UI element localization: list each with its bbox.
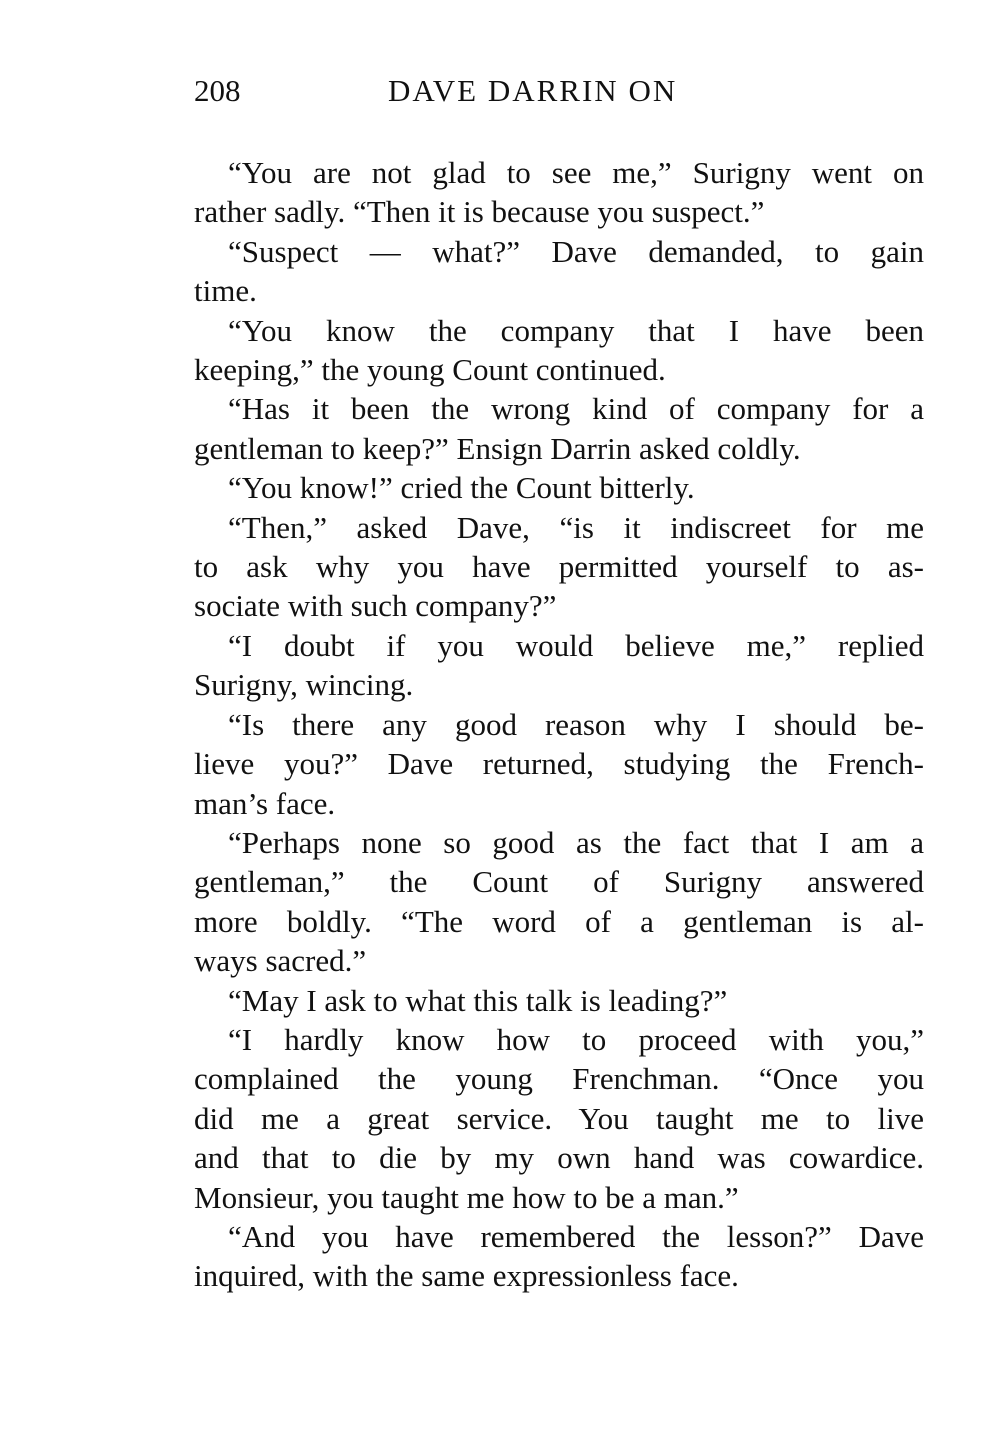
text-line: Monsieur, you taught me how to be a man.” [194,1179,739,1215]
text-line: “You know!” cried the Count bitterly. [228,470,695,506]
body-text [194,153,924,1296]
text-line: time. [194,273,257,309]
text-line: and that to die by my own hand was cowardice. [194,1140,924,1176]
text-line: complained the young Frenchman. “Once you [194,1061,924,1097]
paragraph [194,981,924,1020]
text-line: “Has it been the wrong kind of company for a [228,391,924,427]
paragraph [194,389,924,468]
text-line: ways sacred.” [194,943,367,979]
text-line: more boldly. “The word of a gentleman is al- [194,903,924,939]
text-line: “I doubt if you would believe me,” replied [228,627,924,663]
paragraph [194,153,924,232]
text-line: lieve you?” Dave returned, studying the French- [194,746,924,782]
text-line: “I hardly know how to proceed with you,” [228,1021,924,1057]
page-number: 208 [194,73,241,108]
text-line: gentleman to keep?” Ensign Darrin asked coldly. [194,430,801,466]
paragraph [194,468,924,507]
paragraph [194,508,924,626]
paragraph [194,232,924,311]
text-line: “And you have remembered the lesson?” Dave [228,1218,924,1254]
text-line: keeping,” the young Count continued. [194,352,666,388]
text-line: gentleman,” the Count of Surigny answered [194,864,924,900]
paragraph [194,1020,924,1217]
paragraph [194,705,924,823]
text-line: “Then,” asked Dave, “is it indiscreet for me [228,509,924,545]
text-line: “You know the company that I have been [228,312,924,348]
paragraph [194,311,924,390]
text-line: did me a great service. You taught me to live [194,1100,924,1136]
paragraph [194,823,924,981]
text-line: to ask why you have permitted yourself to as- [194,549,924,585]
text-line: “Suspect — what?” Dave demanded, to gain [228,233,924,269]
text-line: “Perhaps none so good as the fact that I am a [228,824,924,860]
text-line: man’s face. [194,785,336,821]
paragraph [194,626,924,705]
paragraph [194,1217,924,1296]
text-line: Surigny, wincing. [194,667,414,703]
text-line: “May I ask to what this talk is leading?” [228,982,728,1018]
text-line: “Is there any good reason why I should be- [228,706,924,742]
running-title: DAVE DARRIN ON [388,73,678,108]
text-line: rather sadly. “Then it is because you suspect.” [194,194,765,230]
running-head [194,68,934,114]
text-line: “You are not glad to see me,” Surigny went on [228,155,924,190]
text-line: inquired, with the same expressionless face. [194,1258,739,1294]
text-line: sociate with such company?” [194,588,557,624]
